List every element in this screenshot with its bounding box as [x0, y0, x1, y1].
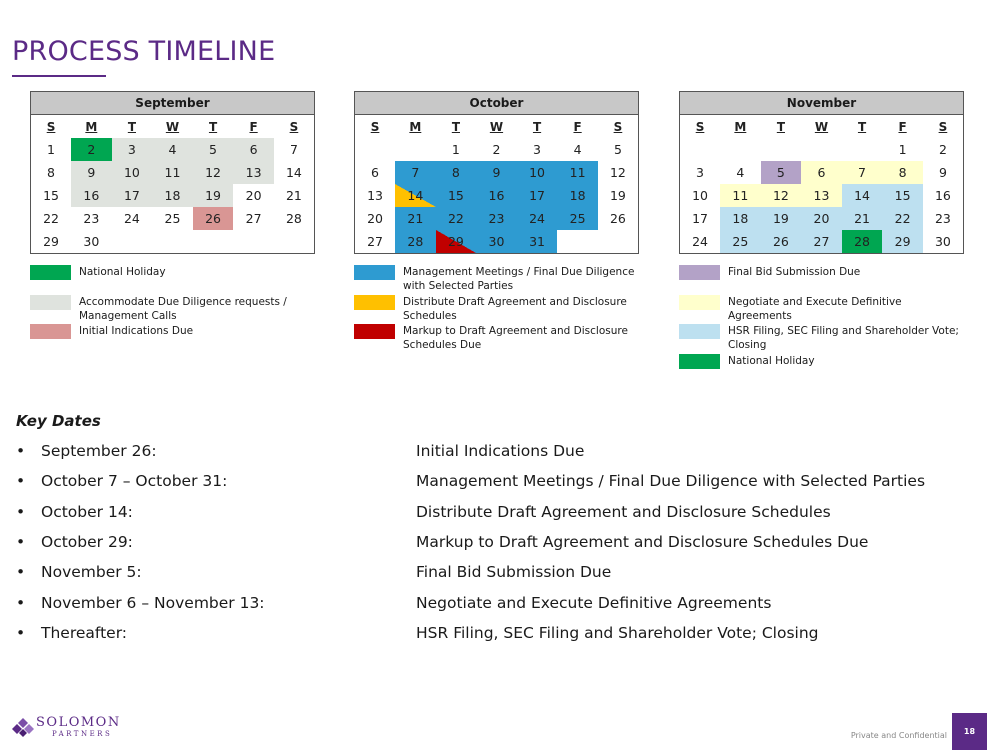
calendar-month-header: October — [355, 92, 639, 115]
calendar-day-cell: 9 — [71, 161, 112, 184]
calendar-day-cell: 19 — [193, 184, 234, 207]
legend-label: Management Meetings / Final Due Diligence with Selected Parties — [403, 266, 635, 292]
calendar-day-cell: 4 — [736, 165, 745, 180]
legend-label: Markup to Draft Agreement and Disclosure Schedules Due — [403, 325, 628, 351]
key-date-item — [16, 533, 976, 557]
calendar-day-cell: 7 — [395, 161, 436, 184]
weekday-header: T — [451, 119, 460, 134]
calendar-week-row — [355, 230, 639, 254]
legend-swatch — [30, 265, 71, 280]
calendar-day-cell: 20 — [367, 211, 383, 226]
legend-label: Distribute Draft Agreement and Disclosure Schedules — [403, 296, 627, 322]
calendar-week-row — [355, 207, 639, 230]
legend-swatch — [679, 354, 720, 369]
weekday-header: M — [734, 119, 747, 134]
calendar-day-cell: 24 — [123, 211, 140, 226]
calendar-day-cell: 21 — [842, 207, 883, 230]
calendar-day-cell: 6 — [801, 161, 842, 184]
calendar-day-cell: 22 — [882, 207, 923, 230]
calendar-day-cell: 11 — [557, 161, 598, 184]
weekday-header: W — [489, 119, 504, 134]
calendar-day-cell: 27 — [245, 211, 262, 226]
calendar-day-cell: 12 — [193, 161, 234, 184]
calendar-day-cell: 20 — [801, 207, 842, 230]
calendar-day-cell: 21 — [395, 207, 436, 230]
calendar-day-cell: 17 — [517, 184, 558, 207]
key-date-label: September 26: — [41, 442, 157, 460]
calendar-day-cell — [598, 230, 639, 254]
calendar-day-cell: 29 — [43, 234, 59, 249]
calendar-day-cell: 23 — [934, 211, 951, 226]
calendar-day-cell: 28 — [842, 230, 883, 254]
page-number: 18 — [952, 713, 987, 750]
key-date-label: November 6 – November 13: — [41, 593, 265, 612]
key-dates-title: Key Dates — [16, 412, 101, 430]
weekday-header: F — [249, 119, 258, 134]
bullet: • — [16, 563, 26, 582]
calendar-month-header: September — [31, 92, 315, 115]
weekday-header: T — [776, 119, 785, 134]
calendar-october — [354, 91, 639, 254]
page-title: PROCESS TIMELINE — [12, 36, 276, 67]
calendar-day-cell — [801, 138, 842, 161]
legend-swatch — [679, 265, 720, 280]
calendar-day-cell: 29 — [436, 230, 477, 254]
weekday-header: T — [532, 119, 542, 134]
calendar-week-row — [31, 138, 315, 161]
bullet: • — [16, 623, 26, 642]
weekday-header: F — [573, 119, 582, 134]
key-date-description: Markup to Draft Agreement and Disclosure Schedules Due — [416, 532, 869, 551]
calendar-day-cell: 23 — [83, 211, 100, 226]
key-date-description: Distribute Draft Agreement and Disclosure Schedules — [416, 502, 831, 521]
calendar-day-cell: 5 — [193, 138, 234, 161]
calendar-day-cell — [680, 138, 721, 161]
calendar-day-cell: 30 — [83, 234, 100, 249]
legend-label: Negotiate and Execute Definitive Agreements — [728, 296, 902, 322]
legend-label: Accommodate Due Diligence requests / Management Calls — [79, 296, 287, 322]
bullet: • — [16, 532, 26, 551]
weekday-header: S — [370, 119, 380, 134]
key-date-description: Initial Indications Due — [416, 442, 585, 460]
legend-label: Initial Indications Due — [79, 325, 194, 337]
calendar-day-cell: 25 — [557, 207, 598, 230]
bullet: • — [16, 502, 26, 521]
calendar-day-cell — [557, 230, 598, 254]
calendar-day-cell: 16 — [71, 184, 112, 207]
key-date-description: Management Meetings / Final Due Diligence with Selected Parties — [416, 472, 926, 491]
calendar-day-cell: 15 — [436, 184, 477, 207]
calendar-day-cell: 30 — [476, 230, 517, 254]
calendar-day-cell: 1 — [451, 142, 460, 157]
key-date-item — [16, 563, 976, 587]
calendar-day-cell — [395, 138, 436, 161]
calendar-day-cell: 18 — [720, 207, 761, 230]
calendar-day-cell: 13 — [233, 161, 274, 184]
key-date-item — [16, 594, 976, 618]
key-date-label: November 5: — [41, 563, 142, 582]
calendar-day-cell: 25 — [720, 230, 761, 254]
weekday-header: M — [85, 119, 98, 134]
calendar-day-cell: 29 — [882, 230, 923, 254]
calendar-day-cell: 24 — [517, 207, 558, 230]
bullet: • — [16, 593, 26, 612]
calendar-day-cell: 4 — [152, 138, 193, 161]
calendar-week-row — [680, 230, 964, 254]
legend-swatch — [679, 324, 720, 339]
calendar-week-row — [31, 184, 315, 207]
calendar-november — [679, 91, 964, 254]
weekday-header: S — [46, 119, 56, 134]
calendar-day-cell: 11 — [152, 161, 193, 184]
legend-label: National Holiday — [79, 266, 166, 278]
legend-label: Final Bid Submission Due — [728, 266, 861, 278]
calendar-day-cell: 30 — [934, 234, 951, 249]
calendar-day-cell — [842, 138, 883, 161]
legend-swatch — [354, 324, 395, 339]
calendar-day-cell: 3 — [533, 142, 541, 157]
calendar-day-cell: 2 — [71, 138, 112, 161]
calendar-day-cell: 5 — [613, 142, 622, 157]
calendar-day-cell: 27 — [367, 234, 383, 249]
calendar-day-cell: 10 — [517, 161, 558, 184]
calendar-day-cell: 14 — [285, 165, 302, 180]
calendar-day-cell: 10 — [112, 161, 153, 184]
key-date-item — [16, 472, 976, 496]
calendar-day-cell: 1 — [47, 142, 55, 157]
calendar-day-cell: 14 — [395, 184, 436, 207]
key-date-label: Thereafter: — [41, 623, 128, 642]
calendar-day-cell: 19 — [609, 188, 626, 203]
calendar-day-cell: 10 — [692, 188, 708, 203]
calendar-day-cell: 12 — [609, 165, 626, 180]
calendar-week-row — [355, 161, 639, 184]
key-date-description: Negotiate and Execute Definitive Agreements — [416, 593, 772, 612]
weekday-header: S — [289, 119, 299, 134]
calendar-day-cell: 8 — [47, 165, 55, 180]
calendar-week-row — [680, 184, 964, 207]
key-date-description: HSR Filing, SEC Filing and Shareholder Vote; Closing — [416, 623, 819, 642]
logo-name: SOLOMON — [36, 715, 121, 730]
weekday-header: W — [165, 119, 180, 134]
confidential-notice: Private and Confidential — [850, 731, 947, 740]
key-date-label: October 7 – October 31: — [41, 472, 228, 491]
calendar-day-cell: 2 — [938, 142, 947, 157]
calendar-day-cell — [152, 230, 193, 254]
calendar-day-cell: 7 — [289, 142, 298, 157]
calendar-day-cell: 26 — [193, 207, 234, 230]
calendar-day-cell: 6 — [371, 165, 379, 180]
calendar-day-cell — [355, 138, 396, 161]
calendar-day-cell: 12 — [761, 184, 802, 207]
calendar-september — [30, 91, 315, 254]
bullet: • — [16, 442, 26, 460]
calendar-week-row — [31, 207, 315, 230]
legend-swatch — [679, 295, 720, 310]
calendar-day-cell: 23 — [476, 207, 517, 230]
calendar-day-cell: 14 — [842, 184, 883, 207]
weekday-header: S — [938, 119, 948, 134]
company-logo — [12, 714, 122, 740]
calendar-day-cell: 27 — [801, 230, 842, 254]
bullet: • — [16, 472, 26, 491]
calendar-day-cell: 18 — [152, 184, 193, 207]
legend-swatch — [354, 295, 395, 310]
weekday-header: W — [814, 119, 829, 134]
calendar-day-cell: 28 — [395, 230, 436, 254]
calendar-week-row — [680, 207, 964, 230]
calendar-week-row — [31, 230, 315, 254]
calendar-day-cell: 16 — [476, 184, 517, 207]
calendar-day-cell: 19 — [761, 207, 802, 230]
weekday-header: S — [695, 119, 705, 134]
calendar-day-cell: 15 — [43, 188, 59, 203]
calendar-day-cell: 25 — [164, 211, 181, 226]
calendar-week-row — [680, 161, 964, 184]
weekday-header: T — [127, 119, 136, 134]
legend-swatch — [30, 324, 71, 339]
calendar-day-cell: 26 — [761, 230, 802, 254]
calendar-day-cell: 28 — [285, 211, 302, 226]
calendar-day-cell — [761, 138, 802, 161]
calendar-day-cell — [233, 230, 274, 254]
calendar-day-cell: 2 — [492, 142, 501, 157]
calendar-day-cell — [720, 138, 761, 161]
calendar-day-cell: 20 — [245, 188, 262, 203]
calendar-day-cell — [193, 230, 234, 254]
calendar-day-cell: 1 — [898, 142, 907, 157]
calendar-day-cell: 24 — [692, 234, 708, 249]
key-date-item — [16, 442, 976, 466]
weekday-header: M — [409, 119, 422, 134]
calendar-day-cell: 15 — [882, 184, 923, 207]
calendar-day-cell: 22 — [436, 207, 477, 230]
calendar-week-row — [31, 161, 315, 184]
calendar-day-cell: 7 — [842, 161, 883, 184]
weekday-header: F — [898, 119, 907, 134]
calendar-day-cell: 9 — [938, 165, 947, 180]
logo-subtitle: PARTNERS — [52, 730, 113, 738]
legend-label: National Holiday — [728, 355, 815, 367]
calendar-day-cell: 3 — [112, 138, 153, 161]
calendar-day-cell: 8 — [436, 161, 477, 184]
weekday-header: T — [208, 119, 218, 134]
calendar-month-header: November — [680, 92, 964, 115]
calendar-day-cell: 31 — [517, 230, 558, 254]
calendar-day-cell: 4 — [573, 142, 582, 157]
calendar-day-cell: 26 — [609, 211, 626, 226]
calendar-day-cell: 3 — [696, 165, 704, 180]
calendar-week-row — [355, 184, 639, 207]
calendar-day-cell: 5 — [761, 161, 802, 184]
calendar-day-cell: 21 — [285, 188, 302, 203]
weekday-header: S — [613, 119, 623, 134]
calendar-week-row — [355, 138, 639, 161]
legend-label: HSR Filing, SEC Filing and Shareholder Vote; Closing — [728, 325, 959, 351]
calendar-day-cell: 22 — [43, 211, 59, 226]
calendar-day-cell: 18 — [557, 184, 598, 207]
weekday-header: T — [857, 119, 867, 134]
key-date-item — [16, 624, 976, 648]
calendar-day-cell: 6 — [233, 138, 274, 161]
legend-swatch — [354, 265, 395, 280]
title-underline — [12, 75, 106, 77]
calendar-day-cell: 17 — [112, 184, 153, 207]
calendar-day-cell — [112, 230, 153, 254]
calendar-week-row — [680, 138, 964, 161]
calendar-day-cell: 8 — [882, 161, 923, 184]
key-date-label: October 14: — [41, 502, 133, 521]
calendar-day-cell: 13 — [801, 184, 842, 207]
key-date-label: October 29: — [41, 532, 133, 551]
calendar-day-cell: 17 — [692, 211, 708, 226]
legend-swatch — [30, 295, 71, 310]
calendar-day-cell: 13 — [367, 188, 383, 203]
calendar-day-cell: 9 — [476, 161, 517, 184]
calendar-day-cell — [274, 230, 315, 254]
calendar-day-cell: 16 — [934, 188, 951, 203]
calendar-day-cell: 11 — [720, 184, 761, 207]
logo-mark-icon — [12, 717, 34, 737]
key-date-description: Final Bid Submission Due — [416, 563, 612, 582]
key-date-item — [16, 503, 976, 527]
